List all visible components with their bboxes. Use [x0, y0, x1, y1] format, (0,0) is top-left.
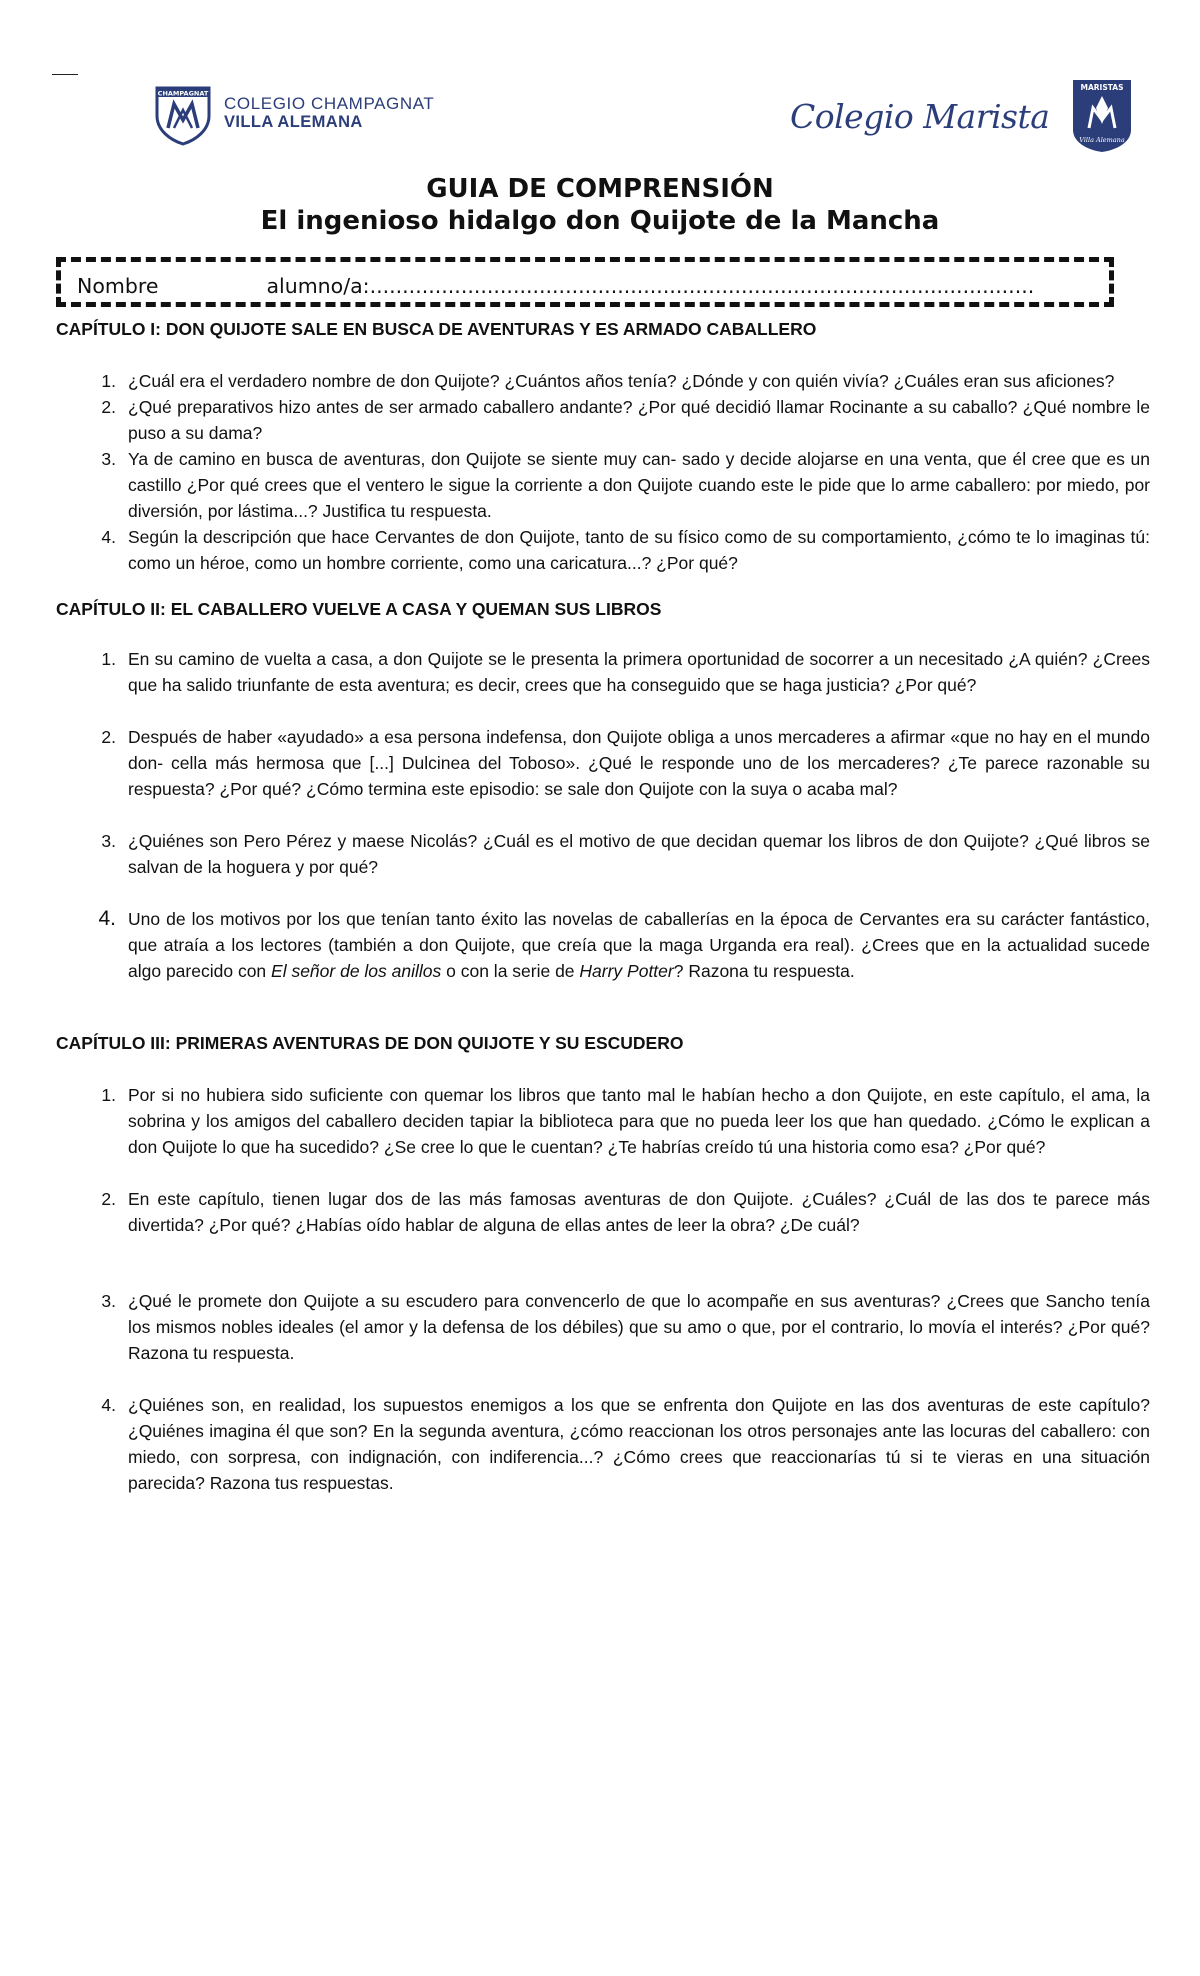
header-dash: [52, 74, 78, 75]
question-number: 1.: [101, 371, 116, 391]
question-item: [56, 394, 1150, 446]
question-number: 3.: [101, 1291, 116, 1311]
question-text: Por si no hubiera sido suficiente con quemar los libros que tanto mal le habían hecho a don Quijote, en este capítulo, el ama, la sobrina y los amigos del caballero deciden tapiar la biblioteca para que no pueda leer los que han quedado. ¿Cómo le explican a don Quijote lo que ha sucedido? ¿Se cree lo que le cuentan? ¿Te habrías creído tú una historia como esa? ¿Por qué?: [128, 1085, 1150, 1157]
chapter-2-questions: [56, 646, 1150, 984]
shield-badge-text: CHAMPAGNAT: [157, 89, 209, 98]
book-title-harry-potter: Harry Potter: [579, 961, 674, 981]
page-title: GUIA DE COMPRENSIÓN: [426, 174, 774, 204]
question-text: Ya de camino en busca de aventuras, don Quijote se siente muy can- sado y decide alojarse en una venta, que él cree que es un castillo ¿Por qué crees que el ventero le sigue la corriente a don Quijote cuando este le pide que lo arme caballero: por miedo, por diversión, por lástima...? Justifica tu respuesta.: [128, 449, 1150, 521]
question-text: ¿Quiénes son Pero Pérez y maese Nicolás? ¿Cuál es el motivo de que decidan quemar los libros de don Quijote? ¿Qué libros se salvan de la hoguera y por qué?: [128, 831, 1150, 877]
logo-line-2: VILLA ALEMANA: [224, 113, 363, 132]
question-item: [56, 524, 1150, 576]
question-item: [56, 1288, 1150, 1366]
question-text: En su camino de vuelta a casa, a don Quijote se le presenta la primera oportunidad de socorrer a un necesitado ¿A quién? ¿Crees que ha salido triunfante de esta aventura; es decir, crees que ha conseguido que se haga justicia? ¿Por qué?: [128, 649, 1150, 695]
question-text: En este capítulo, tienen lugar dos de las más famosas aventuras de don Quijote. ¿Cuáles? ¿Cuál de las dos te parece más divertida? ¿Por qué? ¿Habías oído hablar de alguna de ellas antes de leer la obra? ¿De cuál?: [128, 1189, 1150, 1235]
question-text-part: Uno de los motivos por los que tenían tanto éxito las novelas de caballerías en la época de Cervantes era su carácter fantástico, que atraía a los lectores (también a don Quijote, que creía que la maga Urganda era real). ¿Crees que en la actualidad sucede algo parecido con: [128, 909, 1150, 981]
chapter-1-heading: CAPÍTULO I: DON QUIJOTE SALE EN BUSCA DE AVENTURAS Y ES ARMADO CABALLERO: [56, 319, 817, 339]
logo-line-1: COLEGIO CHAMPAGNAT: [224, 94, 435, 114]
question-item: [56, 646, 1150, 698]
question-item: [56, 368, 1150, 394]
champagnat-shield-icon: [154, 80, 212, 146]
chapter-2-heading: CAPÍTULO II: EL CABALLERO VUELVE A CASA Y QUEMAN SUS LIBROS: [56, 599, 662, 619]
question-number: 4.: [98, 907, 116, 930]
document-body: [56, 316, 1150, 1496]
question-number: 3.: [101, 449, 116, 469]
question-text: Según la descripción que hace Cervantes de don Quijote, tanto de su físico como de su comportamiento, ¿cómo te lo imaginas tú: como un héroe, como un hombre corriente, como una caricatura...? ¿Por qué?: [128, 527, 1150, 573]
question-item: [56, 724, 1150, 802]
name-label-alumno: alumno/a:......................................................................................................: [266, 274, 1035, 298]
badge-bottom-text: Villa Alemana: [1079, 136, 1126, 144]
question-number: 2.: [101, 397, 116, 417]
chapter-3-questions: [56, 1082, 1150, 1496]
maristas-badge-icon: [1071, 78, 1133, 154]
question-number: 4.: [101, 1395, 116, 1415]
question-item: [56, 1186, 1150, 1238]
chapter-3-heading: CAPÍTULO III: PRIMERAS AVENTURAS DE DON QUIJOTE Y SU ESCUDERO: [56, 1033, 684, 1053]
question-text: ¿Cuál era el verdadero nombre de don Quijote? ¿Cuántos años tenía? ¿Dónde y con quién vivía? ¿Cuáles eran sus aficiones?: [128, 371, 1115, 391]
question-text: ¿Quiénes son, en realidad, los supuestos enemigos a los que se enfrenta don Quijote en las dos aventuras de este capítulo? ¿Quiénes imagina él que son? En la segunda aventura, ¿cómo reaccionan los otros personajes ante las locuras del caballero: con miedo, con sorpresa, con indignación, con indiferencia...? ¿Cómo crees que reaccionarías tú si te vieras en una situación parecida? Razona tus respuestas.: [128, 1395, 1150, 1493]
question-item: [56, 1082, 1150, 1160]
colegio-champagnat-logo: [154, 80, 434, 146]
question-item: [56, 1392, 1150, 1496]
question-number: 2.: [101, 1189, 116, 1209]
question-text: Después de haber «ayudado» a esa persona indefensa, don Quijote obliga a unos mercaderes a afirmar «que no hay en el mundo don- cella más hermosa que [...] Dulcinea del Toboso». ¿Qué le responde uno de los mercaderes? ¿Te parece razonable su respuesta? ¿Por qué? ¿Cómo termina este episodio: se sale don Quijote con la suya o acaba mal?: [128, 727, 1150, 799]
chapter-1-questions: [56, 368, 1150, 576]
badge-top-text: MARISTAS: [1080, 83, 1124, 92]
question-number: 4.: [101, 527, 116, 547]
question-number: 2.: [101, 727, 116, 747]
student-name-field[interactable]: [56, 257, 1114, 307]
question-text: ¿Qué preparativos hizo antes de ser armado caballero andante? ¿Por qué decidió llamar Rocinante a su caballo? ¿Qué nombre le puso a su dama?: [128, 397, 1150, 443]
question-number: 1.: [101, 1085, 116, 1105]
book-title-lotr: El señor de los anillos: [271, 961, 442, 981]
question-item: [56, 828, 1150, 880]
question-text: [128, 906, 1150, 984]
name-label: Nombre: [77, 274, 159, 298]
question-text-part: ? Razona tu respuesta.: [673, 961, 855, 981]
question-item: [56, 906, 1150, 984]
page-subtitle: El ingenioso hidalgo don Quijote de la Mancha: [260, 206, 940, 236]
colegio-marista-script: Colegio Marista: [790, 96, 1050, 136]
question-item: [56, 446, 1150, 524]
colegio-marista-logo: [790, 78, 1133, 154]
question-number: 1.: [101, 649, 116, 669]
question-text-part: o con la serie de: [441, 961, 580, 981]
question-number: 3.: [101, 831, 116, 851]
question-text: ¿Qué le promete don Quijote a su escudero para convencerlo de que lo acompañe en sus aventuras? ¿Crees que Sancho tenía los mismos nobles ideales (el amor y la defensa de los débiles) que su amo o que, por el contrario, lo movía el interés? ¿Por qué? Razona tu respuesta.: [128, 1291, 1150, 1363]
